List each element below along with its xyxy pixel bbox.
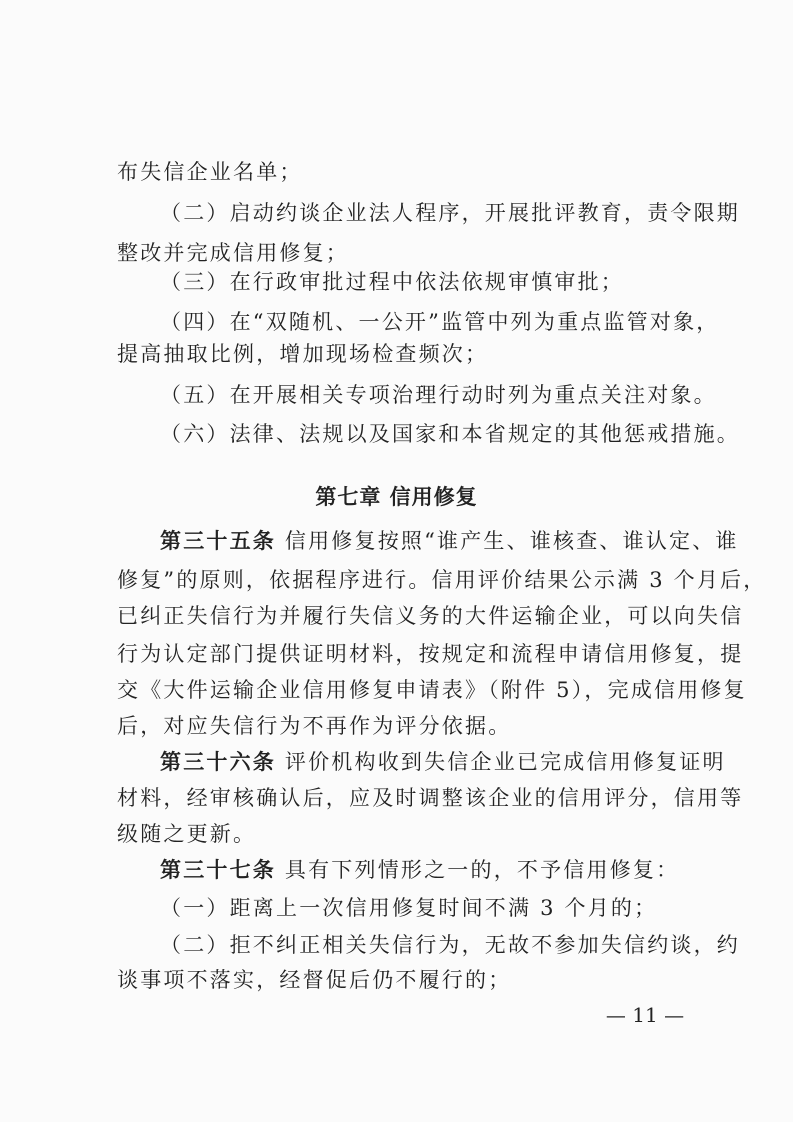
paragraph-line: 修复”的原则，依据程序进行。信用评价结果公示满 3 个月后， (117, 568, 767, 592)
paragraph-line: 交《大件运输企业信用修复申请表》（附件 5），完成信用修复 (117, 678, 747, 702)
article-35-label: 第三十五条 (160, 529, 276, 553)
article-36-label: 第三十六条 (160, 750, 276, 774)
article-35-first-line (160, 527, 739, 555)
article-36-text: 评价机构收到失信企业已完成信用修复证明 (284, 750, 726, 774)
paragraph-line: 已纠正失信行为并履行失信义务的大件运输企业，可以向失信 (117, 604, 744, 628)
paragraph-line: 行为认定部门提供证明材料，按规定和流程申请信用修复，提 (117, 642, 744, 666)
article-36-first-line (160, 748, 726, 776)
paragraph-line: （二）拒不纠正相关失信行为，无故不参加失信约谈，约 (160, 933, 740, 957)
paragraph-line: 提高抽取比例，增加现场检查频次； (117, 342, 489, 366)
paragraph-line: （一）距离上一次信用修复时间不满 3 个月的； (160, 896, 658, 920)
article-37-text: 具有下列情形之一的，不予信用修复： (284, 858, 680, 882)
paragraph-line: 后，对应失信行为不再作为评分依据。 (117, 714, 512, 738)
paragraph-line: （六）法律、法规以及国家和本省规定的其他惩戒措施。 (160, 422, 740, 446)
article-35-text: 信用修复按照“谁产生、谁核查、谁认定、谁 (284, 529, 739, 553)
paragraph-line: （五）在开展相关专项治理行动时列为重点关注对象。 (160, 383, 717, 407)
page-number: — 11 — (605, 1003, 685, 1027)
paragraph-line: 谈事项不落实，经督促后仍不履行的； (117, 968, 512, 992)
paragraph-line: 材料，经审核确认后，应及时调整该企业的信用评分，信用等 (117, 786, 744, 810)
paragraph-line: （二）启动约谈企业法人程序，开展批评教育，责令限期 (160, 201, 740, 225)
paragraph-line: 级随之更新。 (117, 822, 257, 846)
article-37-label: 第三十七条 (160, 858, 276, 882)
paragraph-line: 布失信企业名单； (117, 160, 303, 184)
paragraph-line: （四）在“双随机、一公开”监管中列为重点监管对象， (160, 310, 720, 334)
chapter-heading: 第七章 信用修复 (315, 485, 478, 509)
paragraph-line: （三）在行政审批过程中依法依规审慎审批； (160, 270, 624, 294)
article-37-first-line (160, 856, 689, 884)
paragraph-line: 整改并完成信用修复； (117, 241, 349, 265)
